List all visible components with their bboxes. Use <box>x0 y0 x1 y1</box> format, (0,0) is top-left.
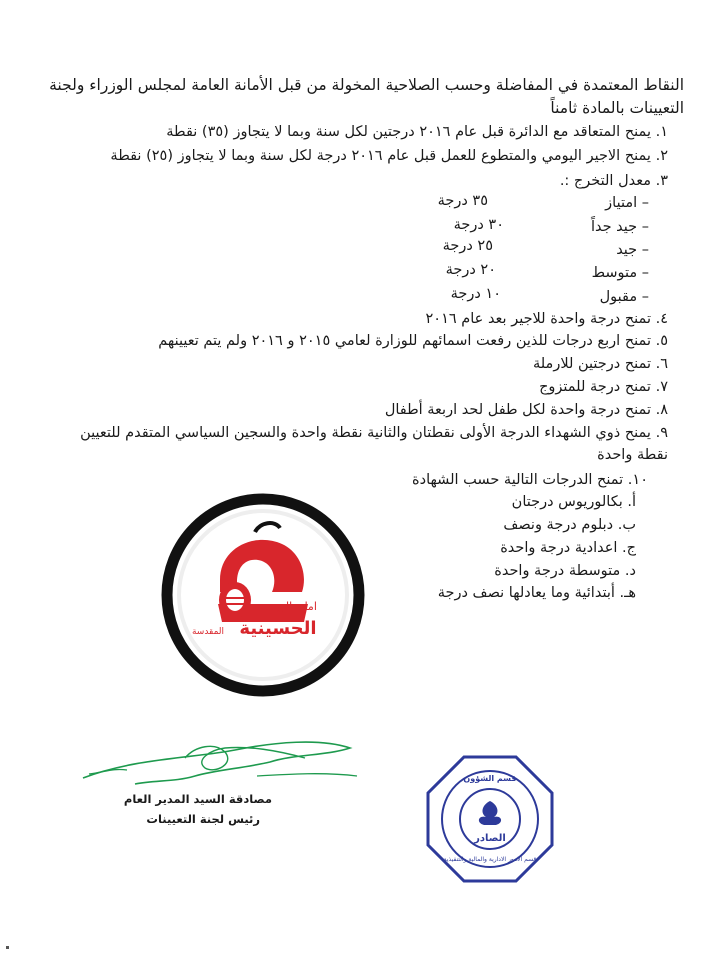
official-stamp <box>424 753 556 885</box>
list-item: ٨. تمنح درجة واحدة لكل طفل لحد اربعة أطفال <box>384 402 668 418</box>
logo-text-3: المقدسة <box>191 627 225 637</box>
stamp-center-text: الصادر <box>474 833 506 844</box>
list-item: ١٠. تمنح الدرجات التالية حسب الشهادة <box>412 472 648 488</box>
sub-item: ج. اعدادية درجة واحدة <box>500 540 636 556</box>
signature-scribble <box>75 728 365 798</box>
grade-value: ٣٥ درجة <box>437 193 488 209</box>
logo-text-2: الحسينية <box>239 618 317 639</box>
list-item: ٢. يمنح الاجير اليومي والمتطوع للعمل قبل عام ٢٠١٦ درجة لكل سنة وبما لا يتجاوز (٢٥) نقطة <box>110 148 668 164</box>
sub-item: د. متوسطة درجة واحدة <box>494 563 636 579</box>
list-item: ٦. تمنح درجتين للارملة <box>532 356 668 372</box>
list-item: ١. يمنح المتعاقد مع الدائرة قبل عام ٢٠١٦ درجتين لكل سنة وبما لا يتجاوز (٣٥) نقطة <box>166 124 668 140</box>
sub-item: ب. دبلوم درجة ونصف <box>503 517 636 533</box>
sub-item: هـ. أبتدائية وما يعادلها نصف درجة <box>437 585 636 601</box>
list-item: ٩. يمنح ذوي الشهداء الدرجة الأولى نقطتان والثانية نقطة واحدة والسجين السياسي المتقدم للتعيين <box>80 425 668 441</box>
grade-label: – متوسط <box>591 265 649 281</box>
list-item: ٣. معدل التخرج :. <box>559 173 668 189</box>
grade-value: ١٠ درجة <box>450 286 501 302</box>
watermark-logo <box>160 492 366 698</box>
signature-line-2: رئيس لجنة التعيينات <box>146 812 260 826</box>
stamp-bottom-text: قسم الامور الادارية والمالية والتنفيذية <box>443 856 537 863</box>
scan-speck <box>6 946 9 949</box>
list-item: ٤. تمنح درجة واحدة للاجير بعد عام ٢٠١٦ <box>425 311 668 327</box>
list-item: ٥. تمنح اربع درجات للذين رفعت اسمائهم للوزارة لعامي ٢٠١٥ و ٢٠١٦ ولم يتم تعيينهم <box>158 333 668 349</box>
grade-label: – امتياز <box>605 195 649 211</box>
grade-label: – مقبول <box>599 289 649 305</box>
stamp-top-text: قسم الشؤون <box>463 774 517 783</box>
grade-value: ٣٠ درجة <box>453 217 504 233</box>
list-item: ٧. تمنح درجة للمتزوج <box>539 379 668 395</box>
grade-label: – جيد <box>616 242 649 258</box>
list-item: نقطة واحدة <box>597 447 668 463</box>
grade-label: – جيد جداً <box>590 219 649 235</box>
sub-item: أ. بكالوريوس درجتان <box>511 494 636 510</box>
grade-value: ٢٥ درجة <box>442 238 493 254</box>
grade-value: ٢٠ درجة <box>445 262 496 278</box>
intro-line-2: التعيينات بالمادة ثامناً <box>550 99 684 117</box>
logo-text-1: امانة الروضة <box>259 600 317 613</box>
signature-line-1: مصادقة السيد المدير العام <box>123 792 272 806</box>
intro-line-1: النقاط المعتمدة في المفاضلة وحسب الصلاحية المخولة من قبل الأمانة العامة لمجلس الوزراء ولجنة <box>49 76 684 94</box>
